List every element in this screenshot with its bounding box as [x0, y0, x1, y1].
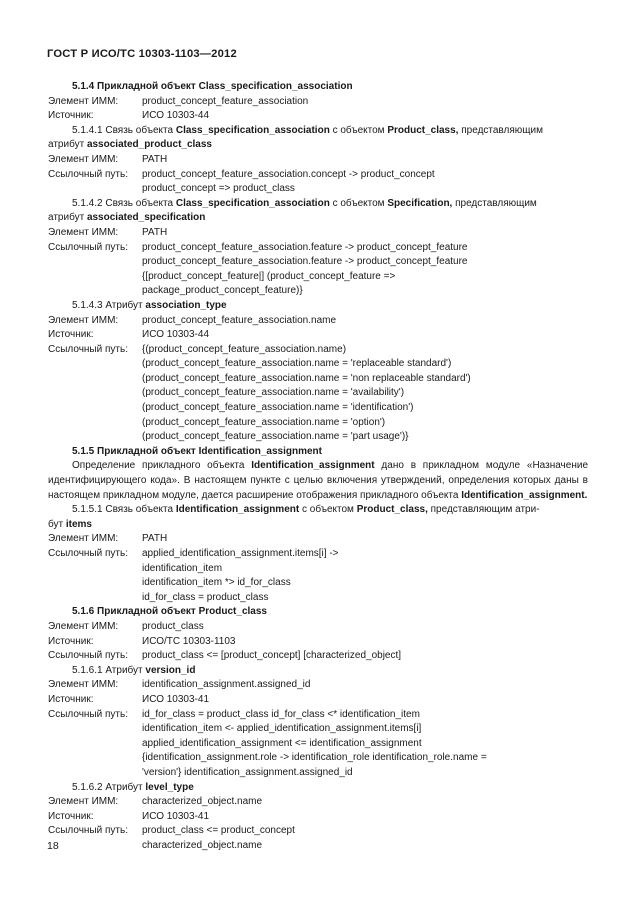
section-heading: 5.1.4 Прикладной объект Class_specification_association: [72, 81, 353, 92]
document-body: [48, 80, 588, 853]
mapping-row: [48, 343, 588, 358]
mapping-row: [48, 810, 588, 825]
mapping-row: [48, 226, 588, 241]
row-value: id_for_class = product_class id_for_class <* identification_item: [142, 708, 420, 720]
subsection-title: 5.1.6.2 Атрибут level_type: [72, 781, 194, 793]
subsection-title-cont: бут items: [48, 518, 92, 530]
row-value: identification_assignment.assigned_id: [142, 679, 311, 691]
mapping-row: [48, 153, 588, 168]
row-label: Элемент ИММ:: [48, 679, 119, 691]
row-label: Ссылочный путь:: [48, 241, 128, 253]
ref-path-line: package_product_concept_feature)}: [142, 285, 303, 297]
ref-path-line: {identification_assignment.role -> identification_role identification_role.name =: [142, 752, 487, 764]
subsection-title: 5.1.6.1 Атрибут version_id: [72, 664, 196, 676]
ref-path-line: identification_item: [142, 562, 223, 574]
ref-path-line: identification_item *> id_for_class: [142, 577, 291, 589]
ref-path-line: (product_concept_feature_association.name = 'availability'): [142, 387, 405, 399]
ref-path-line: product_concept_feature_association.feature -> product_concept_feature: [142, 256, 468, 268]
row-label: Элемент ИММ:: [48, 796, 119, 808]
subsection-title: 5.1.4.2 Связь объекта Class_specification_association с объектом Specification, представляющим: [72, 197, 537, 209]
row-label: Источник:: [48, 810, 94, 822]
row-value: PATH: [142, 226, 168, 238]
row-label: Элемент ИММ:: [48, 533, 119, 545]
row-value: product_class <= product_concept: [142, 825, 295, 837]
subsection-title: 5.1.4.1 Связь объекта Class_specification_association с объектом Product_class, представляющим: [72, 124, 543, 136]
mapping-row: [48, 649, 588, 664]
row-label: Ссылочный путь:: [48, 343, 128, 355]
subsection-title-cont: атрибут associated_specification: [48, 212, 206, 224]
section-heading: 5.1.6 Прикладной объект Product_class: [72, 606, 267, 618]
mapping-row: [48, 168, 588, 183]
row-value: applied_identification_assignment.items[i] ->: [142, 548, 339, 559]
ref-path-line: identification_item <- applied_identification_assignment.items[i]: [142, 723, 422, 735]
row-value: ИСО/ТС 10303-1103: [142, 635, 236, 647]
row-value: product_concept_feature_association: [142, 95, 309, 107]
row-label: Ссылочный путь:: [48, 168, 128, 180]
ref-path-line: (product_concept_feature_association.name = 'non replaceable standard'): [142, 372, 471, 384]
mapping-row: [48, 635, 588, 650]
subsection-title-cont: атрибут associated_product_class: [48, 139, 212, 151]
ref-path-line: 'version'} identification_assignment.assigned_id: [142, 766, 353, 778]
ref-path-line: (product_concept_feature_association.name = 'option'): [142, 416, 386, 428]
row-value: PATH: [142, 533, 168, 545]
mapping-row: [48, 824, 588, 839]
row-label: Ссылочный путь:: [48, 548, 128, 559]
ref-path-line: characterized_object.name: [142, 839, 263, 851]
mapping-row: [48, 328, 588, 343]
mapping-row: [48, 95, 588, 110]
row-label: Ссылочный путь:: [48, 650, 128, 662]
row-value: ИСО 10303-41: [142, 693, 210, 705]
page-number: 18: [47, 840, 59, 852]
paragraph: Определение прикладного объекта Identification_assignment дано в прикладном модуле «Назначение идентифицирующего кода». В настоящем пункте с целью включения утверждений, определения которых даны в настоящем прикладном модуле, дается расширение отображения прикладного объекта Identification_assignment.: [48, 460, 588, 501]
ref-path-line: product_concept => product_class: [142, 183, 295, 195]
row-value: product_class <= [product_concept] [characterized_object]: [142, 650, 402, 662]
row-label: Ссылочный путь:: [48, 825, 128, 837]
mapping-row: [48, 708, 588, 723]
row-label: Источник:: [48, 110, 94, 122]
ref-path-line: (product_concept_feature_association.name = 'part usage')}: [142, 431, 409, 443]
row-label: Элемент ИММ:: [48, 314, 119, 326]
ref-path-line: {[product_concept_feature|] (product_concept_feature =>: [142, 270, 396, 282]
mapping-row: [48, 678, 588, 693]
row-label: Источник:: [48, 693, 94, 705]
row-value: product_class: [142, 620, 204, 632]
ref-path-line: (product_concept_feature_association.name = 'identification'): [142, 402, 414, 414]
row-label: Элемент ИММ:: [48, 620, 119, 632]
mapping-row: [48, 547, 588, 562]
mapping-row: [48, 532, 588, 547]
page-header: ГОСТ Р ИСО/ТС 10303-1103—2012: [47, 48, 237, 60]
ref-path-line: id_for_class = product_class: [142, 591, 269, 603]
row-label: Элемент ИММ:: [48, 153, 119, 165]
row-value: ИСО 10303-44: [142, 329, 210, 341]
section-heading: 5.1.5 Прикладной объект Identification_assignment: [72, 445, 322, 457]
row-label: Источник:: [48, 329, 94, 341]
mapping-row: [48, 241, 588, 256]
ref-path-line: (product_concept_feature_association.name = 'replaceable standard'): [142, 358, 452, 370]
row-value: PATH: [142, 153, 168, 165]
mapping-row: [48, 314, 588, 329]
row-value: product_concept_feature_association.concept -> product_concept: [142, 168, 435, 180]
ref-path-line: applied_identification_assignment <= identification_assignment: [142, 737, 422, 749]
row-value: product_concept_feature_association.feature -> product_concept_feature: [142, 241, 468, 253]
row-value: product_concept_feature_association.name: [142, 314, 337, 326]
mapping-row: [48, 109, 588, 124]
row-value: {(product_concept_feature_association.name): [142, 343, 347, 355]
mapping-row: [48, 620, 588, 635]
row-label: Ссылочный путь:: [48, 708, 128, 720]
subsection-title: 5.1.4.3 Атрибут association_type: [72, 299, 227, 311]
row-label: Источник:: [48, 635, 94, 647]
row-value: ИСО 10303-44: [142, 110, 210, 122]
row-value: ИСО 10303-41: [142, 810, 210, 822]
row-value: characterized_object.name: [142, 796, 263, 808]
row-label: Элемент ИММ:: [48, 226, 119, 238]
subsection-title: 5.1.5.1 Связь объекта Identification_assignment с объектом Product_class, представляющим атри-: [72, 504, 540, 516]
mapping-row: [48, 693, 588, 708]
mapping-row: [48, 795, 588, 810]
row-label: Элемент ИММ:: [48, 95, 119, 107]
